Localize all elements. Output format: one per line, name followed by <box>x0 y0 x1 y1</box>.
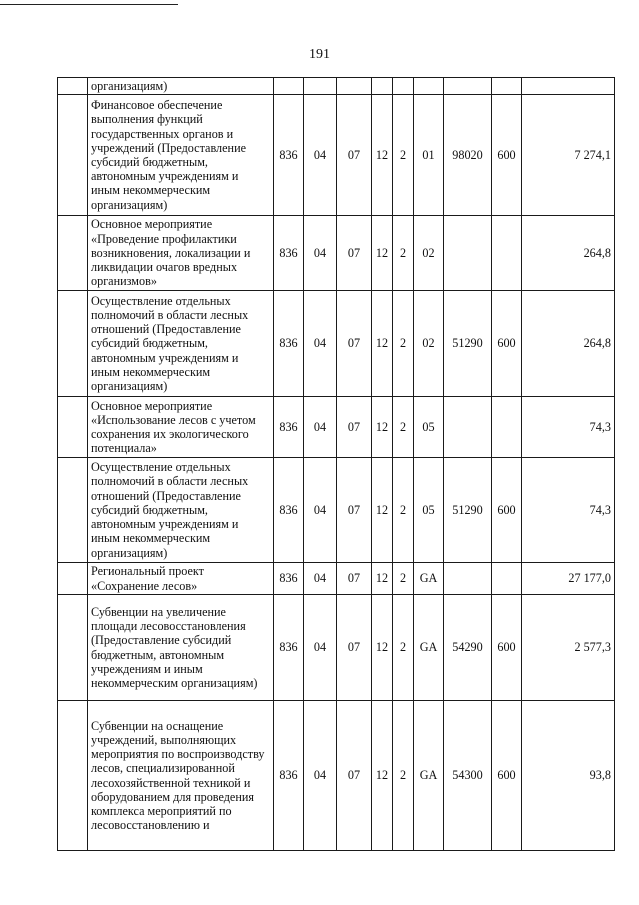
program-code: 12 <box>372 595 393 701</box>
expense-type-code <box>492 216 522 291</box>
amount: 2 577,3 <box>522 595 615 701</box>
expense-type-code <box>492 563 522 595</box>
table-cell-blank <box>58 458 88 563</box>
program-code <box>372 78 393 95</box>
amount: 264,8 <box>522 216 615 291</box>
direction-code <box>444 563 492 595</box>
subsection-code: 07 <box>337 216 372 291</box>
direction-code: 54300 <box>444 701 492 851</box>
direction-code <box>444 216 492 291</box>
expense-type-code: 600 <box>492 458 522 563</box>
expense-type-code: 600 <box>492 291 522 397</box>
row-name: Субвенции на оснащение учреждений, выполняющих мероприятия по воспроизводству лесов, специализированной лесохозяйственной техникой и оборудованием для проведения комплекса мероприятий по лесовосстановлению и <box>88 701 274 851</box>
section-code: 04 <box>304 701 337 851</box>
subprogram-code: 2 <box>393 701 414 851</box>
program-code: 12 <box>372 291 393 397</box>
row-name: Субвенции на увеличение площади лесовосстановления (Предоставление субсидий бюджетным, автономным учреждениям и иным некоммерческим организациям) <box>88 595 274 701</box>
program-code: 12 <box>372 216 393 291</box>
subprogram-code: 2 <box>393 291 414 397</box>
amount: 74,3 <box>522 458 615 563</box>
event-code: 05 <box>414 397 444 458</box>
event-code: GA <box>414 595 444 701</box>
table-cell-blank <box>58 95 88 216</box>
amount: 74,3 <box>522 397 615 458</box>
event-code: 02 <box>414 291 444 397</box>
direction-code <box>444 397 492 458</box>
table-row <box>58 595 615 701</box>
table-cell-blank <box>58 78 88 95</box>
table-row <box>58 291 615 397</box>
direction-code: 51290 <box>444 458 492 563</box>
event-code: GA <box>414 701 444 851</box>
subprogram-code: 2 <box>393 397 414 458</box>
amount: 7 274,1 <box>522 95 615 216</box>
table-row <box>58 397 615 458</box>
row-name: Финансовое обеспечение выполнения функций государственных органов и учреждений (Предоставление субсидий бюджетным, автономным учреждениям и иным некоммерческим организациям) <box>88 95 274 216</box>
subprogram-code: 2 <box>393 95 414 216</box>
table-row <box>58 701 615 851</box>
admin-code: 836 <box>274 595 304 701</box>
table-cell-blank <box>58 595 88 701</box>
subsection-code: 07 <box>337 701 372 851</box>
subsection-code: 07 <box>337 458 372 563</box>
admin-code: 836 <box>274 701 304 851</box>
event-code: 02 <box>414 216 444 291</box>
expense-type-code: 600 <box>492 701 522 851</box>
row-name: Осуществление отдельных полномочий в области лесных отношений (Предоставление субсидий бюджетным, автономным учреждениям и иным некоммерческим организациям) <box>88 458 274 563</box>
program-code: 12 <box>372 95 393 216</box>
section-code: 04 <box>304 595 337 701</box>
row-name: организациям) <box>88 78 274 95</box>
expense-type-code: 600 <box>492 95 522 216</box>
admin-code: 836 <box>274 458 304 563</box>
amount: 27 177,0 <box>522 563 615 595</box>
program-code: 12 <box>372 701 393 851</box>
table-cell-blank <box>58 397 88 458</box>
row-name: Осуществление отдельных полномочий в области лесных отношений (Предоставление субсидий бюджетным, автономным учреждениям и иным некоммерческим организациям) <box>88 291 274 397</box>
section-code: 04 <box>304 216 337 291</box>
section-code <box>304 78 337 95</box>
table-cell-blank <box>58 216 88 291</box>
row-name: Основное мероприятие «Проведение профилактики возникновения, локализации и ликвидации очагов вредных организмов» <box>88 216 274 291</box>
event-code: GA <box>414 563 444 595</box>
section-code: 04 <box>304 397 337 458</box>
table-row <box>58 78 615 95</box>
row-name: Региональный проект «Сохранение лесов» <box>88 563 274 595</box>
event-code: 01 <box>414 95 444 216</box>
table-row <box>58 563 615 595</box>
direction-code <box>444 78 492 95</box>
section-code: 04 <box>304 563 337 595</box>
section-code: 04 <box>304 291 337 397</box>
admin-code: 836 <box>274 291 304 397</box>
table-row <box>58 458 615 563</box>
subsection-code: 07 <box>337 95 372 216</box>
row-name: Основное мероприятие «Использование лесов с учетом сохранения их экологического потенциала» <box>88 397 274 458</box>
subprogram-code: 2 <box>393 563 414 595</box>
subsection-code: 07 <box>337 291 372 397</box>
admin-code: 836 <box>274 216 304 291</box>
page-number: 191 <box>309 47 330 62</box>
table-row <box>58 95 615 216</box>
event-code: 05 <box>414 458 444 563</box>
section-code: 04 <box>304 95 337 216</box>
subsection-code: 07 <box>337 563 372 595</box>
amount <box>522 78 615 95</box>
expense-type-code <box>492 397 522 458</box>
table-cell-blank <box>58 701 88 851</box>
table-cell-blank <box>58 563 88 595</box>
direction-code: 54290 <box>444 595 492 701</box>
subsection-code <box>337 78 372 95</box>
subprogram-code: 2 <box>393 216 414 291</box>
event-code <box>414 78 444 95</box>
admin-code: 836 <box>274 95 304 216</box>
direction-code: 98020 <box>444 95 492 216</box>
expense-type-code: 600 <box>492 595 522 701</box>
subprogram-code: 2 <box>393 458 414 563</box>
subsection-code: 07 <box>337 397 372 458</box>
admin-code: 836 <box>274 397 304 458</box>
amount: 93,8 <box>522 701 615 851</box>
budget-table <box>57 77 615 851</box>
section-code: 04 <box>304 458 337 563</box>
header-rule <box>0 4 178 5</box>
amount: 264,8 <box>522 291 615 397</box>
subsection-code: 07 <box>337 595 372 701</box>
table-cell-blank <box>58 291 88 397</box>
program-code: 12 <box>372 397 393 458</box>
program-code: 12 <box>372 563 393 595</box>
table-row <box>58 216 615 291</box>
program-code: 12 <box>372 458 393 563</box>
admin-code <box>274 78 304 95</box>
direction-code: 51290 <box>444 291 492 397</box>
admin-code: 836 <box>274 563 304 595</box>
subprogram-code <box>393 78 414 95</box>
subprogram-code: 2 <box>393 595 414 701</box>
expense-type-code <box>492 78 522 95</box>
